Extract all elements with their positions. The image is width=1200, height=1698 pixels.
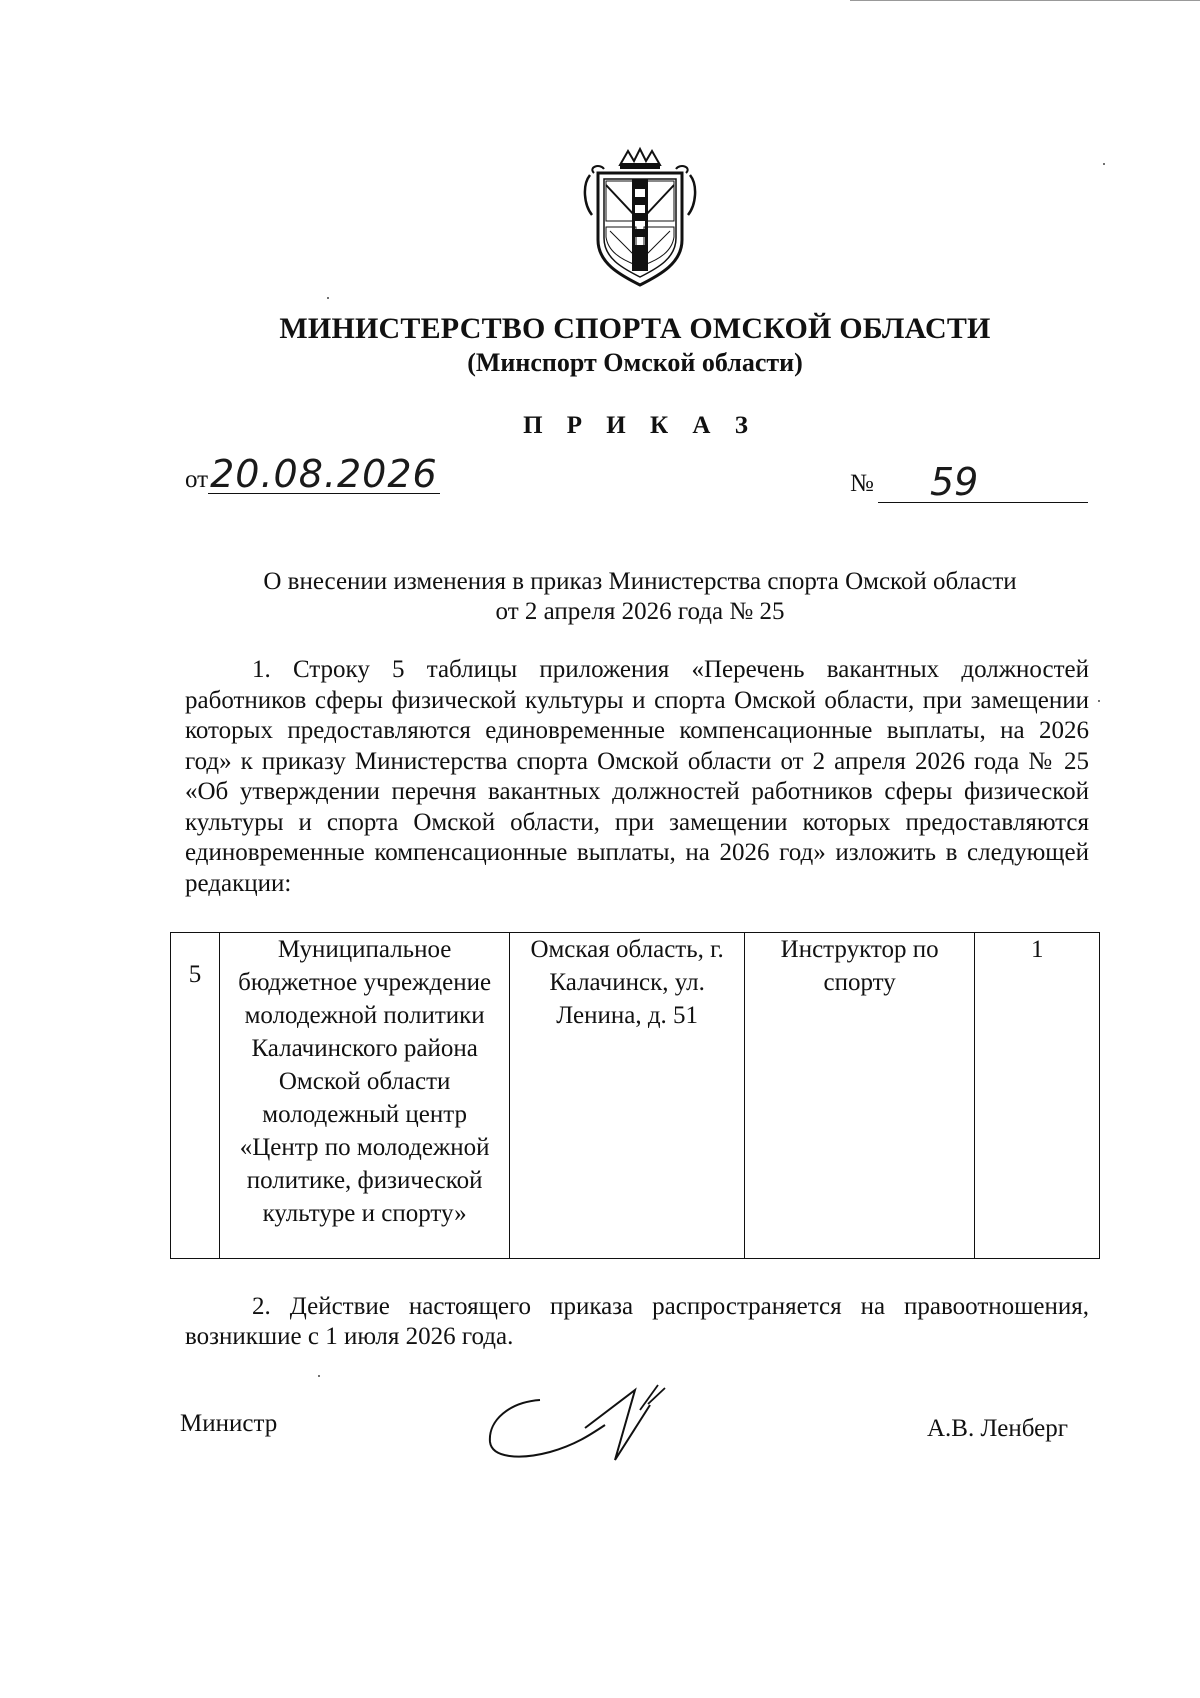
order-date bbox=[185, 452, 440, 496]
number-handwritten: 59 bbox=[930, 460, 979, 504]
ministry-title: МИНИСТЕРСТВО СПОРТА ОМСКОЙ ОБЛАСТИ bbox=[279, 312, 991, 345]
date-prefix: от bbox=[185, 466, 209, 493]
table-row bbox=[171, 933, 1100, 1259]
vacancy-table bbox=[170, 932, 1100, 1259]
scan-speck bbox=[318, 1375, 320, 1377]
number-sign: № bbox=[850, 470, 874, 497]
coat-of-arms-icon bbox=[580, 145, 700, 290]
order-number bbox=[850, 460, 1090, 504]
cell-position: Инструктор по спорту bbox=[744, 933, 975, 1259]
paragraph-1: 1. Строку 5 таблицы приложения «Перечень вакантных должностей работников сферы физической культуры и спорта Омской области, при замещении которых предоставляются единовременные компенсационные выплаты, на 2026 год» к приказу Министерства спорта Омской области от 2 апреля 2026 года № 25 «Об утверждении перечня вакантных должностей работников сферы физической культуры и спорта Омской области, при замещении которых предоставляются единовременные компенсационные выплаты, на 2026 год» изложить в следующей редакции: bbox=[185, 656, 1089, 897]
signature-image bbox=[480, 1380, 680, 1470]
signatory-title: Министр bbox=[180, 1410, 278, 1437]
cell-organization: Муниципальное бюджетное учреждение молодежной политики Калачинского района Омской области молодежный центр «Центр по молодежной политике, физической культуре и спорту» bbox=[219, 933, 510, 1259]
date-handwritten: 20.08.2026 bbox=[210, 452, 438, 496]
signatory-name: А.В. Ленберг bbox=[927, 1415, 1068, 1442]
subject-line-1: О внесении изменения в приказ Министерства спорта Омской области bbox=[263, 568, 1017, 595]
scan-speck bbox=[327, 297, 329, 299]
paragraph-2: 2. Действие настоящего приказа распространяется на правоотношения, возникшие с 1 июля 2026 года. bbox=[185, 1293, 1089, 1350]
order-subject bbox=[200, 567, 1080, 627]
number-underline bbox=[878, 502, 1088, 503]
scan-speck bbox=[1103, 163, 1105, 165]
cell-row-number: 5 bbox=[171, 933, 220, 1259]
scan-edge-line bbox=[850, 0, 1200, 1]
cell-count: 1 bbox=[975, 933, 1100, 1259]
order-heading: П Р И К А З bbox=[523, 412, 757, 439]
ministry-short-name: (Минспорт Омской области) bbox=[467, 348, 803, 377]
scan-speck bbox=[1098, 700, 1100, 702]
cell-address: Омская область, г. Калачинск, ул. Ленина, д. 51 bbox=[510, 933, 745, 1259]
subject-line-2: от 2 апреля 2026 года № 25 bbox=[495, 598, 785, 625]
